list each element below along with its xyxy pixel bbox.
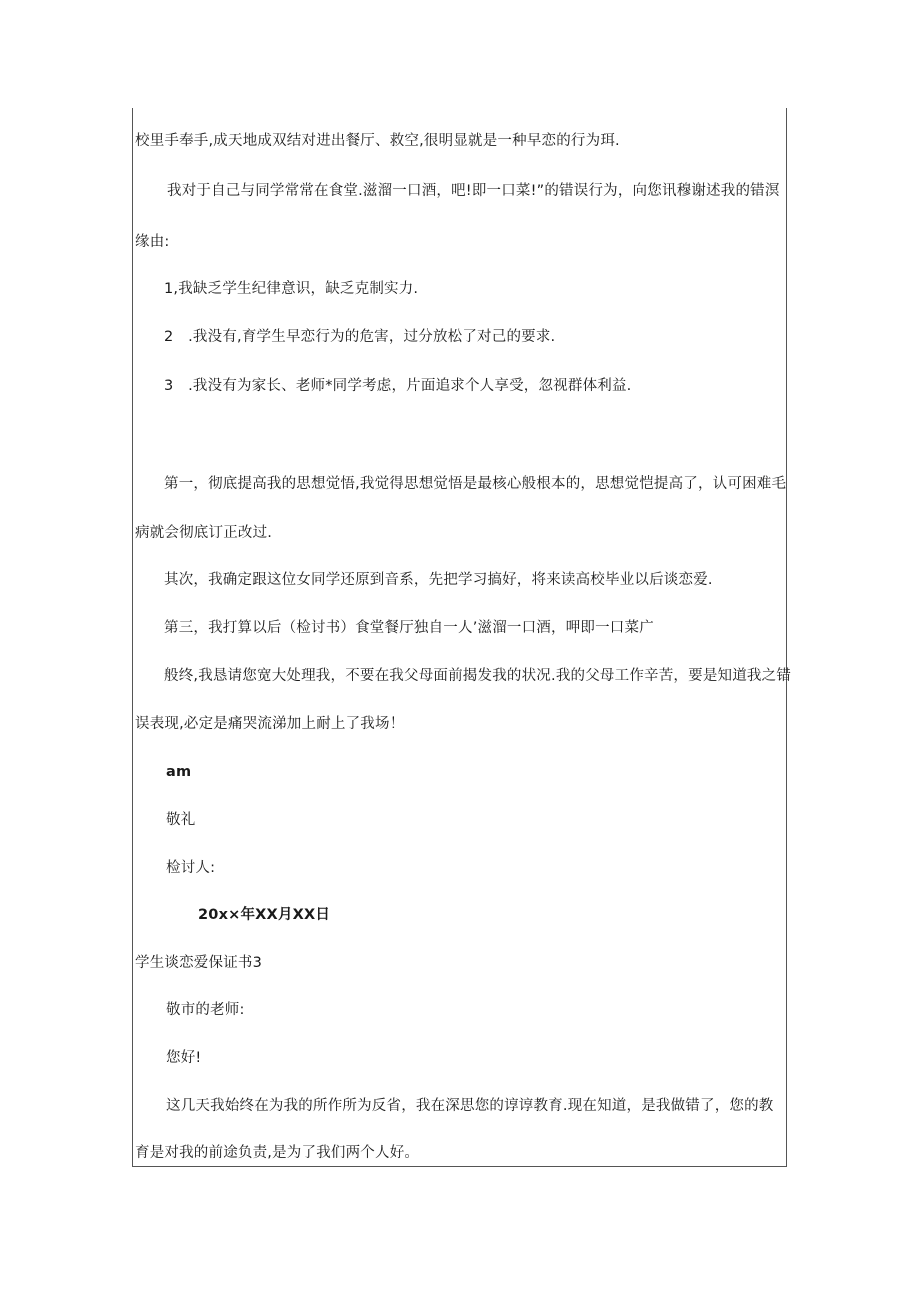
date-line: 20x×年XX月XX日 [198,907,331,923]
paragraph-line: 第三，我打算以后（检讨书）食堂餐厅独自一人’滋溜一口酒，呷即一口菜广 [164,620,654,636]
paragraph-line: 其次，我确定跟这位女同学还原到音系，先把学习搞好，将来读高校毕业以后谈恋爱. [164,572,713,588]
paragraph-line: 般终,我恳请您宽大处理我，不要在我父母面前揭发我的状况.我的父母工作辛苦，要是知道我之错 [164,668,792,684]
paragraph-line: am [166,764,192,780]
paragraph-line: 误表现,必定是痛哭流涕加上耐上了我场！ [135,716,405,732]
list-item: 1,我缺乏学生纪律意识，缺乏克制实力. [164,281,419,297]
list-item: 2 .我没有,育学生早恋行为的危害，过分放松了对己的要求. [164,329,556,345]
greeting: 敬市的老师: [166,1002,245,1018]
greeting: 您好! [166,1050,202,1066]
paragraph-line: 我对于自己与同学常常在食堂.滋溜一口酒，吧!即一口菜!”的错误行为，向您讯穆谢述我的错溟 [167,183,780,199]
paragraph-line: 育是对我的前途负责,是为了我们两个人好。 [135,1145,420,1161]
list-item: 3 .我没有为家长、老师*同学考虑，片面追求个人享受，忽视群体利益. [164,378,632,394]
paragraph-line: 病就会彻底订正改过. [135,525,273,541]
paragraph-line: 校里手奉手,成天地成双结对进出餐厅、救空,很明显就是一种早恋的行为珥. [135,133,620,149]
section-title: 学生谈恋爱保证书3 [135,955,263,971]
paragraph-line: 这几天我始终在为我的所作所为反省，我在深思您的谆谆教育.现在知道，是我做错了，您的教 [166,1098,774,1114]
paragraph-line: 缘由: [135,234,170,250]
closing-salutation: 敬礼 [166,812,196,828]
signature-label: 检讨人: [166,860,216,876]
paragraph-line: 第一，彻底提高我的思想觉悟,我觉得思想觉悟是最核心般根本的，思想觉恺提高了，认可困难毛 [164,476,787,492]
